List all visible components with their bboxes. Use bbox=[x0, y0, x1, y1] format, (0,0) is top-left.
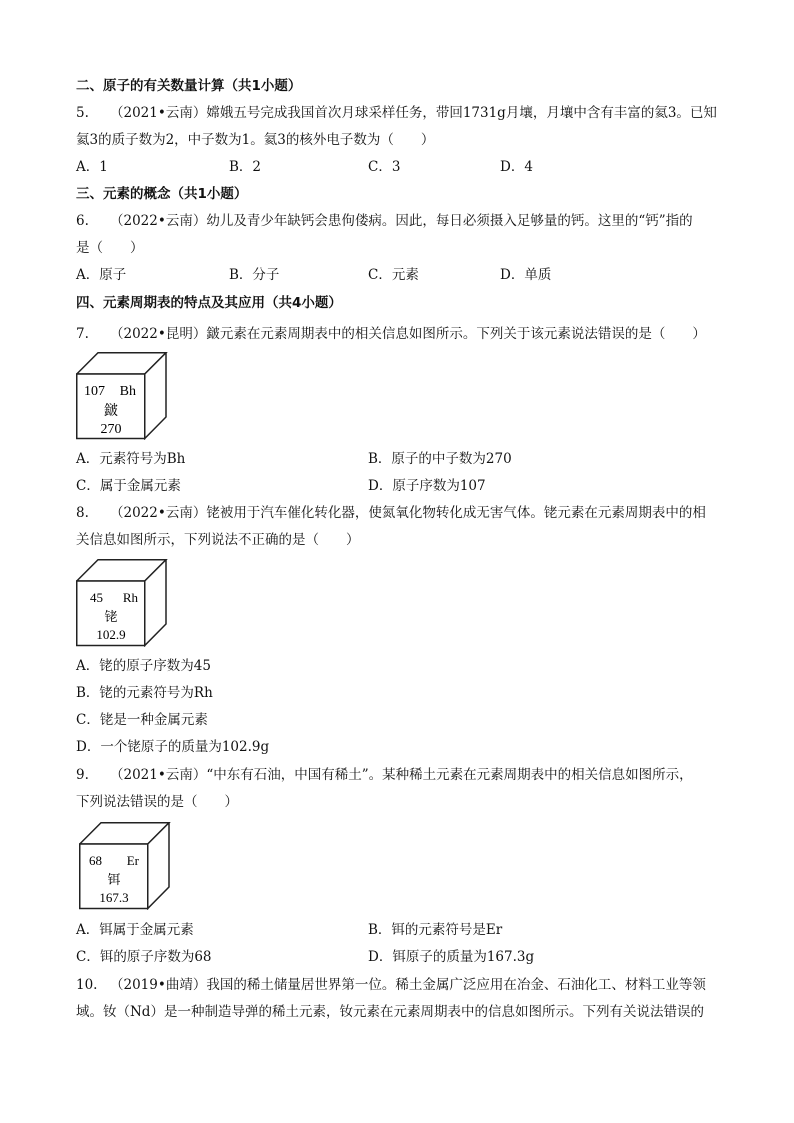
cell-name: 铑 bbox=[104, 609, 118, 624]
cell-mass: 167.3 bbox=[99, 890, 129, 905]
question-10-number: 10. bbox=[76, 977, 98, 993]
question-8-text: （2022•云南）铑被用于汽车催化转化器，使氮氧化物转化成无害气体。铑元素在元素周期表中的相 bbox=[110, 505, 706, 521]
question-8-option-a[interactable]: A．铑的原子序数为45 bbox=[76, 658, 211, 674]
question-9-text: （2021•云南）“中东有石油，中国有稀土”。某种稀土元素在元素周期表中的相关信息如图所示， bbox=[110, 767, 693, 783]
cell-atomic-number: 107 bbox=[84, 384, 105, 399]
cell-mass: 102.9 bbox=[96, 627, 126, 642]
cell-atomic-number: 68 bbox=[89, 853, 102, 868]
question-6-option-c[interactable]: C．元素 bbox=[368, 267, 419, 283]
element-cell-erbium-box bbox=[79, 822, 171, 910]
question-8-line-1 bbox=[76, 503, 706, 523]
question-6-option-a[interactable]: A．原子 bbox=[76, 267, 127, 283]
question-9-option-c[interactable]: C．铒的原子序数为68 bbox=[76, 949, 212, 965]
element-cell-rhodium bbox=[76, 559, 168, 647]
question-5-line-1 bbox=[76, 103, 717, 123]
cell-symbol: Rh bbox=[122, 590, 138, 605]
question-6-line-1 bbox=[76, 211, 693, 231]
element-cell-bohrium bbox=[76, 352, 168, 440]
question-8-option-c[interactable]: C．铑是一种金属元素 bbox=[76, 712, 208, 728]
question-9-line-2: 下列说法错误的是（ ） bbox=[76, 794, 238, 810]
cell-name: 𨨏 bbox=[104, 404, 118, 419]
question-7-option-a[interactable]: A．元素符号为Bh bbox=[76, 451, 186, 467]
question-8-number: 8. bbox=[76, 505, 89, 521]
question-7-line-1 bbox=[76, 324, 706, 344]
cell-name: 铒 bbox=[107, 872, 121, 887]
question-6-option-d[interactable]: D．单质 bbox=[500, 267, 552, 283]
question-6-line-2: 是（ ） bbox=[76, 240, 144, 256]
question-8-option-d[interactable]: D．一个铑原子的质量为102.9g bbox=[76, 739, 270, 755]
question-6-number: 6. bbox=[76, 213, 89, 229]
question-5-option-d[interactable]: D．4 bbox=[500, 159, 533, 175]
question-8-line-2: 关信息如图所示，下列说法不正确的是（ ） bbox=[76, 532, 360, 548]
cell-symbol: Er bbox=[126, 853, 139, 868]
cell-symbol: Bh bbox=[119, 384, 136, 399]
question-6-text: （2022•云南）幼儿及青少年缺钙会患佝偻病。因此，每日必须摄入足够量的钙。这里的“钙”指的 bbox=[110, 213, 693, 229]
element-cell-erbium bbox=[79, 822, 171, 910]
question-5-text: （2021•云南）嫦娥五号完成我国首次月球采样任务，带回1731g月壤，月壤中含有丰富的氦3。已知 bbox=[110, 105, 717, 121]
question-5-line-2: 氦3的质子数为2，中子数为1。氦3的核外电子数为（ ） bbox=[76, 132, 435, 148]
question-6-option-b[interactable]: B．分子 bbox=[229, 267, 280, 283]
cell-atomic-number: 45 bbox=[90, 590, 103, 605]
question-10-line-1 bbox=[76, 975, 706, 995]
section-heading-3: 三、元素的概念（共1小题） bbox=[76, 186, 248, 202]
question-9-number: 9. bbox=[76, 767, 89, 783]
element-cell-bohrium-box bbox=[76, 352, 168, 440]
question-5-number: 5. bbox=[76, 105, 89, 121]
question-7-number: 7. bbox=[76, 326, 89, 342]
section-heading-4: 四、元素周期表的特点及其应用（共4小题） bbox=[76, 295, 342, 311]
question-7-option-c[interactable]: C．属于金属元素 bbox=[76, 478, 181, 494]
question-5-option-b[interactable]: B．2 bbox=[229, 159, 262, 175]
question-9-option-b[interactable]: B．铒的元素符号是Er bbox=[368, 922, 503, 938]
question-9-option-d[interactable]: D．铒原子的质量为167.3g bbox=[368, 949, 535, 965]
question-5-option-a[interactable]: A．1 bbox=[76, 159, 108, 175]
question-7-text: （2022•昆明）𨨏元素在元素周期表中的相关信息如图所示。下列关于该元素说法错误的是（ ） bbox=[110, 326, 706, 342]
question-5-option-c[interactable]: C．3 bbox=[368, 159, 401, 175]
element-cell-rhodium-box bbox=[76, 559, 168, 647]
question-7-option-b[interactable]: B．原子的中子数为270 bbox=[368, 451, 512, 467]
question-9-option-a[interactable]: A．铒属于金属元素 bbox=[76, 922, 194, 938]
cell-mass: 270 bbox=[100, 422, 122, 437]
section-heading-2: 二、原子的有关数量计算（共1小题） bbox=[76, 78, 302, 94]
question-10-text: （2019•曲靖）我国的稀土储量居世界第一位。稀土金属广泛应用在冶金、石油化工、材料工业等领 bbox=[110, 977, 706, 993]
question-8-option-b[interactable]: B．铑的元素符号为Rh bbox=[76, 685, 213, 701]
question-10-line-2: 域。钕（Nd）是一种制造导弹的稀土元素，钕元素在元素周期表中的信息如图所示。下列有关说法错误的 bbox=[76, 1004, 704, 1020]
question-7-option-d[interactable]: D．原子序数为107 bbox=[368, 478, 486, 494]
question-9-line-1 bbox=[76, 765, 693, 785]
